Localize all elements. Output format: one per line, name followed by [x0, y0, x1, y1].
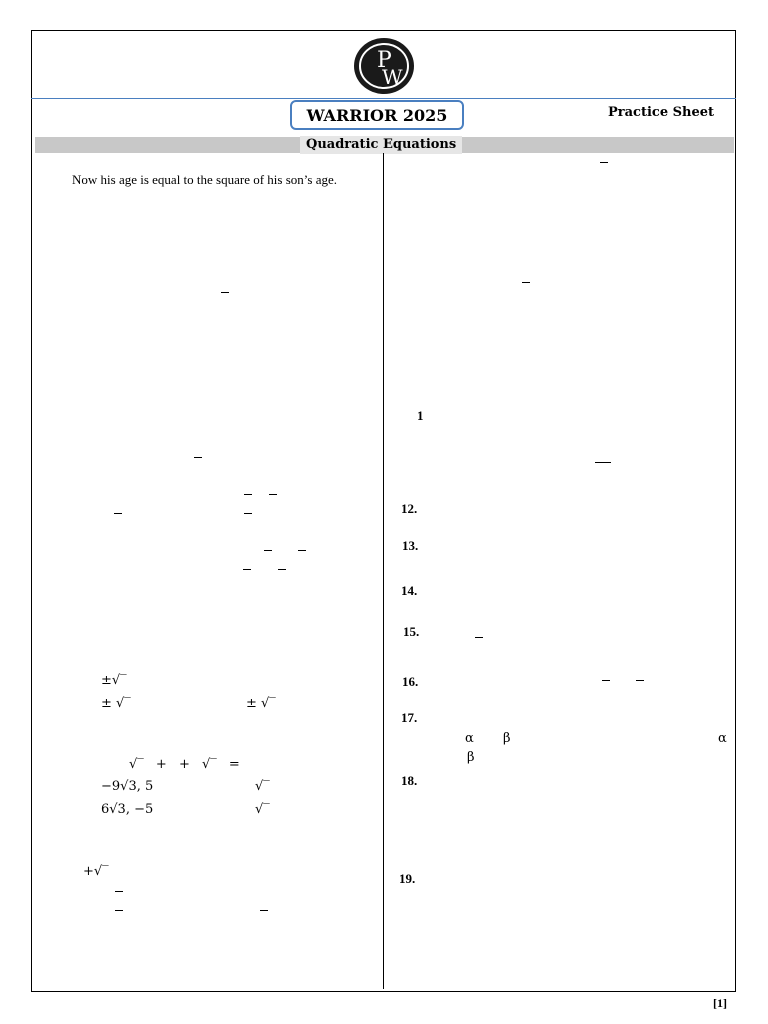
sheet-label: Practice Sheet	[608, 105, 715, 120]
math-fragment: √‾ + + √‾ =	[129, 757, 240, 772]
option-a: −9√3, 5	[101, 779, 154, 794]
math-fragment: ± √‾	[101, 696, 131, 711]
question-number-19: 19.	[399, 871, 416, 886]
topic-title: Quadratic Equations	[300, 136, 462, 154]
question-number-15: 15.	[403, 624, 420, 639]
minus-sign	[269, 494, 277, 495]
minus-sign	[278, 569, 286, 570]
math-fragment: √‾	[255, 802, 270, 817]
page-number: [1]	[713, 996, 727, 1010]
alpha-symbol: α	[718, 731, 727, 746]
minus-sign	[114, 513, 122, 514]
minus-sign	[244, 494, 252, 495]
question-number-17: 17.	[401, 710, 418, 725]
beta-symbol: β	[503, 731, 511, 746]
fraction-bar	[595, 462, 611, 463]
math-fragment: +√‾	[83, 864, 109, 879]
question-text-line: Now his age is equal to the square of his son’s age.	[72, 172, 338, 187]
pw-logo	[353, 37, 415, 95]
minus-sign	[115, 910, 123, 911]
minus-sign	[221, 292, 229, 293]
batch-title: WARRIOR 2025	[290, 100, 464, 130]
question-number-16: 16.	[402, 674, 419, 689]
minus-sign	[636, 680, 644, 681]
svg-text:P: P	[377, 48, 392, 73]
column-divider	[383, 153, 384, 989]
minus-sign	[475, 637, 483, 638]
minus-sign	[115, 891, 123, 892]
math-fragment: ±√‾	[101, 673, 127, 688]
question-number-13: 13.	[402, 538, 419, 553]
option-b: 6√3, −5	[101, 802, 154, 817]
question-number: 1	[417, 408, 424, 423]
beta-symbol: β	[467, 750, 475, 765]
minus-sign	[264, 550, 272, 551]
svg-text:W: W	[382, 65, 403, 89]
minus-sign	[298, 550, 306, 551]
header-rule	[31, 98, 736, 99]
math-fragment: √‾	[255, 779, 270, 794]
minus-sign	[602, 680, 610, 681]
minus-sign	[244, 513, 252, 514]
question-number-18: 18.	[401, 773, 418, 788]
minus-sign	[522, 282, 530, 283]
minus-sign	[194, 457, 202, 458]
math-fragment: ± √‾	[246, 696, 276, 711]
question-number-14: 14.	[401, 583, 418, 598]
alpha-symbol: α	[465, 731, 474, 746]
minus-sign	[243, 569, 251, 570]
minus-sign	[600, 162, 608, 163]
question-number-12: 12.	[401, 501, 418, 516]
minus-sign	[260, 910, 268, 911]
